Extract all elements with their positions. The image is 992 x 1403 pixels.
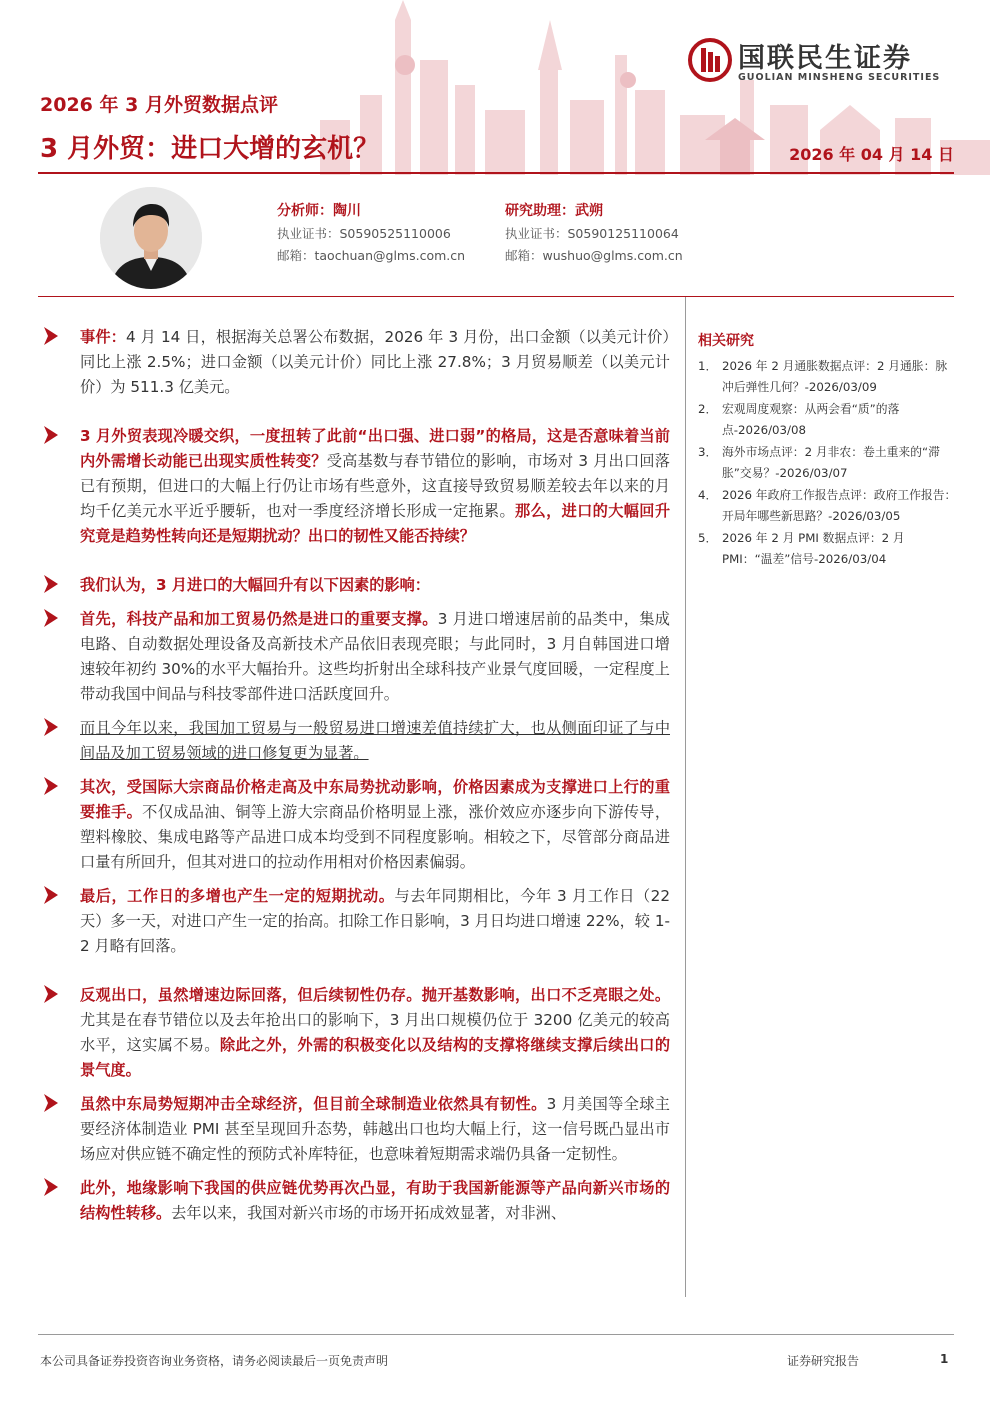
arrow-bullet-icon [44, 1178, 58, 1196]
footer-report-type: 证券研究报告 [787, 1354, 860, 1368]
paragraph-event [40, 325, 670, 400]
item-number: 1． [698, 359, 718, 373]
paragraph-third-factor [40, 884, 670, 959]
paragraph-text: 尤其是在春节错位以及去年抢出口的影响下，3 月出口规模仍位于 3200 亿美元的较高水平，这实属不易。 [80, 1011, 670, 1054]
paragraph-lead: 事件： [80, 328, 126, 346]
paragraph-text: 受高基数与春节错位的影响，市场对 3 月出口回落已有预期，但进口的大幅上行仍让市场有些意外，这直接导致贸易顺差较去年以来的月均千亿美元水平近乎腰斩，也对一季度经济增长形成一定拖累。 [80, 452, 670, 520]
paragraph-lead: 最后，工作日的多增也产生一定的短期扰动。 [80, 887, 395, 905]
paragraph-lead: 此外，地缘影响下我国的供应链优势再次凸显，有助于我国新能源等产品向新兴市场的结构性转移。 [80, 1179, 670, 1222]
logo-name-cn: 国联民生证券 [738, 43, 912, 74]
header-divider [38, 172, 954, 174]
page-title: 3 月外贸：进口大增的玄机？ [40, 134, 380, 164]
arrow-bullet-icon [44, 609, 58, 627]
item-number: 3． [698, 445, 718, 459]
arrow-bullet-icon [44, 718, 58, 736]
author-cert: 执业证书：S0590525110006 [277, 226, 451, 241]
analyst-avatar [100, 187, 202, 289]
arrow-bullet-icon [44, 1094, 58, 1112]
item-text: 2026 年政府工作报告点评：政府工作报告：开局年哪些新思路？-2026/03/05 [722, 488, 957, 523]
item-number: 4． [698, 488, 718, 502]
person-photo-icon [100, 187, 202, 289]
arrow-bullet-icon [44, 575, 58, 593]
paragraph-text: 去年以来，我国对新兴市场的市场开拓成效显著，对非洲、 [171, 1204, 566, 1222]
paragraph-first-factor [40, 607, 670, 707]
author-analyst [277, 200, 517, 264]
paragraph-conclusion: 除此之外，外需的积极变化以及结构的支撑将继续支撑后续出口的景气度。 [80, 1036, 671, 1079]
author-cert: 执业证书：S0590125110064 [505, 226, 679, 241]
paragraph-processing-trade [40, 716, 670, 766]
item-number: 2． [698, 402, 718, 416]
arrow-bullet-icon [44, 985, 58, 1003]
footer-disclaimer: 本公司具备证券投资咨询业务资格，请务必阅读最后一页免责声明 [40, 1354, 389, 1368]
author-divider [38, 296, 954, 297]
arrow-bullet-icon [44, 777, 58, 795]
footer-divider [38, 1334, 954, 1335]
author-role: 研究助理：武朔 [505, 203, 603, 219]
paragraph-lead: 首先，科技产品和加工贸易仍然是进口的重要支撑。 [80, 610, 438, 628]
company-logo [688, 36, 958, 86]
paragraph-text: 3 月美国等全球主要经济体制造业 PMI 甚至呈现回升态势，韩越出口也均大幅上行，这一信号既凸显出市场应对供应链不确定性的预防式补库特征，也意味着短期需求端仍具备一定韧性。 [80, 1095, 670, 1163]
author-role: 分析师：陶川 [277, 203, 361, 219]
arrow-bullet-icon [44, 426, 58, 444]
author-assistant [505, 200, 745, 264]
related-research-item[interactable] [698, 485, 958, 527]
paragraph-text: 3 月进口增速居前的品类中，集成电路、自动数据处理设备及高新技术产品依旧表现亮眼；与此同时，3 月自韩国进口增速较年初约 30%的水平大幅抬升。这些均折射出全球科技产业景气度回暖，一定程度上带动我国中间品与科技零部件进口活跃度回升。 [80, 610, 670, 703]
item-text: 海外市场点评：2 月非农：卷土重来的“滞胀”交易？-2026/03/07 [722, 445, 940, 480]
logo-mark-icon [688, 38, 732, 82]
paragraph-overview [40, 424, 670, 549]
related-research-item[interactable] [698, 399, 958, 441]
paragraph-second-factor [40, 775, 670, 875]
author-email[interactable]: 邮箱：wushuo@glms.com.cn [505, 248, 683, 263]
arrow-bullet-icon [44, 327, 58, 345]
report-date: 2026 年 04 月 14 日 [789, 145, 954, 164]
main-content [40, 325, 670, 1226]
paragraph-lead: 虽然中东局势短期冲击全球经济，但目前全球制造业依然具有韧性。 [80, 1095, 547, 1113]
sidebar-title: 相关研究 [698, 333, 754, 349]
related-research-item[interactable] [698, 356, 958, 398]
paragraph-lead: 3 月外贸表现冷暖交织，一度扭转了此前“出口强、进口弱”的格局，这是否意味着当前内外需增长动能已出现实质性转变？ [80, 427, 670, 470]
related-research-item[interactable] [698, 442, 958, 484]
paragraph-supply-chain [40, 1176, 670, 1226]
arrow-bullet-icon [44, 886, 58, 904]
paragraph-text: 不仅成品油、铜等上游大宗商品价格明显上涨，涨价效应亦逐步向下游传导，塑料橡胶、集成电路等产品进口成本均受到不同程度影响。相较之下，尽管部分商品进口量有所回升，但其对进口的拉动作用相对价格因素偏弱。 [80, 803, 671, 871]
logo-name-en: GUOLIAN MINSHENG SECURITIES [738, 72, 941, 83]
series-title: 2026 年 3 月外贸数据点评 [40, 94, 278, 116]
item-text: 2026 年 2 月通胀数据点评：2 月通胀：脉冲后弹性几何？-2026/03/09 [722, 359, 948, 394]
paragraph-lead: 反观出口，虽然增速边际回落，但后续韧性仍存。抛开基数影响，出口不乏亮眼之处。 [80, 986, 670, 1004]
paragraph-text: 4 月 14 日，根据海关总署公布数据，2026 年 3 月份，出口金额（以美元计价）同比上涨 2.5%；进口金额（以美元计价）同比上涨 27.8%；3 月贸易顺差（以美元计价）为 511.3 亿美元。 [80, 328, 671, 396]
paragraph-exports [40, 983, 670, 1083]
paragraph-lead: 我们认为，3 月进口的大幅回升有以下因素的影响： [80, 576, 430, 594]
paragraph-lead: 其次，受国际大宗商品价格走高及中东局势扰动影响，价格因素成为支撑进口上行的重要推手。 [80, 778, 670, 821]
item-text: 宏观周度观察：从两会看“质”的落点-2026/03/08 [722, 402, 900, 437]
related-research-sidebar [698, 330, 958, 571]
paragraph-question: 那么，进口的大幅回升究竟是趋势性转向还是短期扰动？出口的韧性又能否持续？ [80, 502, 671, 545]
paragraph-view [40, 573, 670, 598]
page-number: 1 [940, 1352, 949, 1366]
paragraph-text: 而且今年以来，我国加工贸易与一般贸易进口增速差值持续扩大，也从侧面印证了与中间品及加工贸易领域的进口修复更为显著。 [80, 719, 670, 762]
paragraph-text: 与去年同期相比，今年 3 月工作日（22 天）多一天，对进口产生一定的抬高。扣除工作日影响，3 月日均进口增速 22%，较 1-2 月略有回落。 [80, 887, 670, 955]
column-divider [685, 297, 686, 1297]
item-number: 5． [698, 531, 718, 545]
paragraph-global-manufacturing [40, 1092, 670, 1167]
item-text: 2026 年 2 月 PMI 数据点评：2 月 PMI：“温差”信号-2026/03/04 [722, 531, 905, 566]
related-research-item[interactable] [698, 528, 958, 570]
author-email[interactable]: 邮箱：taochuan@glms.com.cn [277, 248, 466, 263]
